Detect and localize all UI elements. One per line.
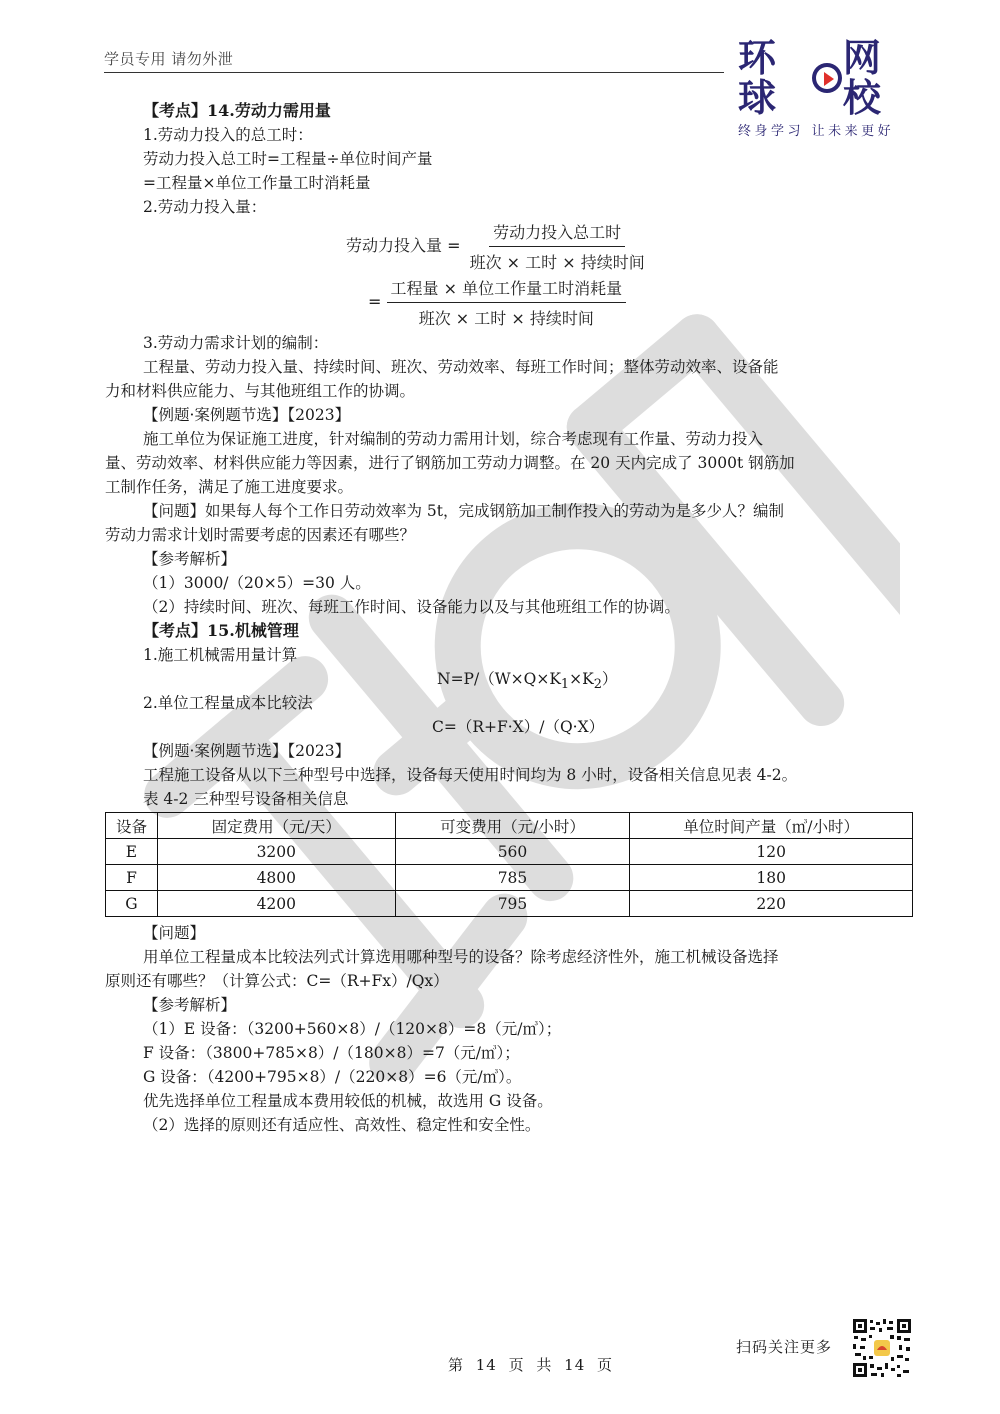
s14-example-line2: 量、劳动效率、材料供应能力等因素，进行了钢筋加工劳动力调整。在 20 天内完成了 3000t 钢筋加: [105, 454, 795, 472]
s14-item1-line1: 劳动力投入总工时=工程量÷单位时间产量: [143, 150, 433, 168]
table-cell: 220: [630, 891, 913, 917]
s14-item3-line1: 工程量、劳动力投入量、持续时间、班次、劳动效率、每班工作时间；整体劳动效率、设备能: [143, 358, 779, 376]
formula-part: ×K: [569, 670, 594, 688]
labor-formula-1: [346, 220, 649, 273]
s15-question-line2: 原则还有哪些？（计算公式：C=（R+Fx）/Qx）: [105, 972, 449, 990]
s15-item1-formula: [437, 668, 617, 696]
page-number: 第 14 页 共 14 页: [448, 1356, 614, 1374]
s15-answer-5: （2）选择的原则还有适应性、高效性、稳定性和安全性。: [143, 1116, 541, 1134]
table-cell: 785: [395, 865, 630, 891]
table-row: [106, 891, 913, 917]
formula-subscript-2: 2: [593, 677, 602, 693]
s14-item2-title: 2.劳动力投入量：: [143, 198, 267, 216]
s15-answer-4: 优先选择单位工程量成本费用较低的机械，故选用 G 设备。: [143, 1092, 553, 1110]
table-header-row: [106, 813, 913, 839]
s14-item3-title: 3.劳动力需求计划的编制：: [143, 334, 329, 352]
formula-lhs: 劳动力投入量 =: [346, 236, 461, 255]
table-header-cell: 设备: [106, 813, 158, 839]
table-cell: F: [106, 865, 158, 891]
fraction-1: [466, 220, 649, 273]
fraction-2-denominator: 班次 × 工时 × 持续时间: [418, 309, 594, 328]
scan-prompt: 扫码关注更多: [736, 1338, 833, 1356]
qr-code-icon[interactable]: [852, 1318, 912, 1378]
table-cell: 120: [630, 839, 913, 865]
table-cell: 4200: [157, 891, 395, 917]
fraction-2-numerator: 工程量 × 单位工作量工时消耗量: [387, 276, 627, 303]
s15-example-title: 【例题·案例题节选】【2023】: [143, 742, 351, 760]
s15-question-line1: 用单位工程量成本比较法列式计算选用哪种型号的设备？除考虑经济性外，施工机械设备选择: [143, 948, 779, 966]
s14-example-title: 【例题·案例题节选】【2023】: [143, 406, 351, 424]
fraction-1-numerator: 劳动力投入总工时: [489, 220, 625, 247]
s14-item1-title: 1.劳动力投入的总工时：: [143, 126, 313, 144]
table-header-cell: 可变费用（元/小时）: [395, 813, 630, 839]
formula-equals: =: [368, 292, 382, 311]
table-row: [106, 839, 913, 865]
s15-question-title: 【问题】: [143, 924, 206, 942]
s14-answer-1: （1）3000/（20×5）=30 人。: [143, 574, 371, 592]
section-15-title: 【考点】15.机械管理: [143, 621, 299, 640]
s15-item2-title: 2.单位工程量成本比较法: [143, 694, 313, 712]
s14-item3-line2: 力和材料供应能力、与其他班组工作的协调。: [105, 382, 416, 400]
table-cell: 560: [395, 839, 630, 865]
formula-subscript-1: 1: [560, 677, 570, 693]
formula-part: ）: [601, 670, 618, 688]
table-header-cell: 固定费用（元/天）: [157, 813, 395, 839]
table-cell: 795: [395, 891, 630, 917]
s14-answer-title: 【参考解析】: [143, 550, 237, 568]
brand-logo: [738, 38, 916, 139]
formula-part: N=P/（W×Q×K: [437, 670, 561, 688]
logo-text-left: 环球: [738, 36, 776, 120]
table-caption: 表 4-2 三种型号设备相关信息: [143, 790, 349, 808]
fraction-1-denominator: 班次 × 工时 × 持续时间: [469, 253, 645, 272]
s14-example-line3: 工制作任务，满足了施工进度要求。: [105, 478, 354, 496]
header-divider: [104, 72, 724, 73]
s14-question-line1: 【问题】如果每人每个工作日劳动效率为 5t，完成钢筋加工制作投入的劳动为是多少人？编制: [143, 502, 785, 520]
s14-item1-line2: =工程量×单位工作量工时消耗量: [143, 174, 371, 192]
table-cell: 180: [630, 865, 913, 891]
play-icon: [812, 63, 842, 93]
logo-slogan: 终身学习 让未来更好: [738, 124, 895, 139]
logo-wordmark: [738, 38, 916, 118]
table-header-cell: 单位时间产量（㎥/小时）: [630, 813, 913, 839]
s15-example-line1: 工程施工设备从以下三种型号中选择，设备每天使用时间均为 8 小时，设备相关信息见表 4-2。: [143, 766, 798, 784]
table-row: [106, 865, 913, 891]
fraction-2: [387, 276, 627, 329]
s15-answer-2: F 设备：（3800+785×8）/（180×8）=7（元/㎥）；: [143, 1044, 520, 1062]
table-cell: E: [106, 839, 158, 865]
labor-formula-2: [368, 276, 626, 329]
s14-answer-2: （2）持续时间、班次、每班工作时间、设备能力以及与其他班组工作的协调。: [143, 598, 680, 616]
header-confidential-text: 学员专用 请勿外泄: [104, 50, 234, 68]
s15-item1-title: 1.施工机械需用量计算: [143, 646, 298, 664]
section-14-title: 【考点】14.劳动力需用量: [143, 101, 331, 120]
table-cell: 4800: [157, 865, 395, 891]
table-cell: G: [106, 891, 158, 917]
s15-answer-1: （1）E 设备：（3200+560×8）/（120×8）=8（元/㎥）；: [143, 1020, 562, 1038]
s15-answer-3: G 设备：（4200+795×8）/（220×8）=6（元/㎥）。: [143, 1068, 522, 1086]
s14-example-line1: 施工单位为保证施工进度，针对编制的劳动力需用计划，综合考虑现有工作量、劳动力投入: [143, 430, 764, 448]
equipment-table: [105, 812, 913, 917]
table-cell: 3200: [157, 839, 395, 865]
logo-text-right: 网校: [842, 36, 880, 120]
s15-item2-formula: C=（R+F·X）/（Q·X）: [432, 718, 605, 736]
s15-answer-title: 【参考解析】: [143, 996, 237, 1014]
s14-question-line2: 劳动力需求计划时需要考虑的因素还有哪些？: [105, 526, 416, 544]
